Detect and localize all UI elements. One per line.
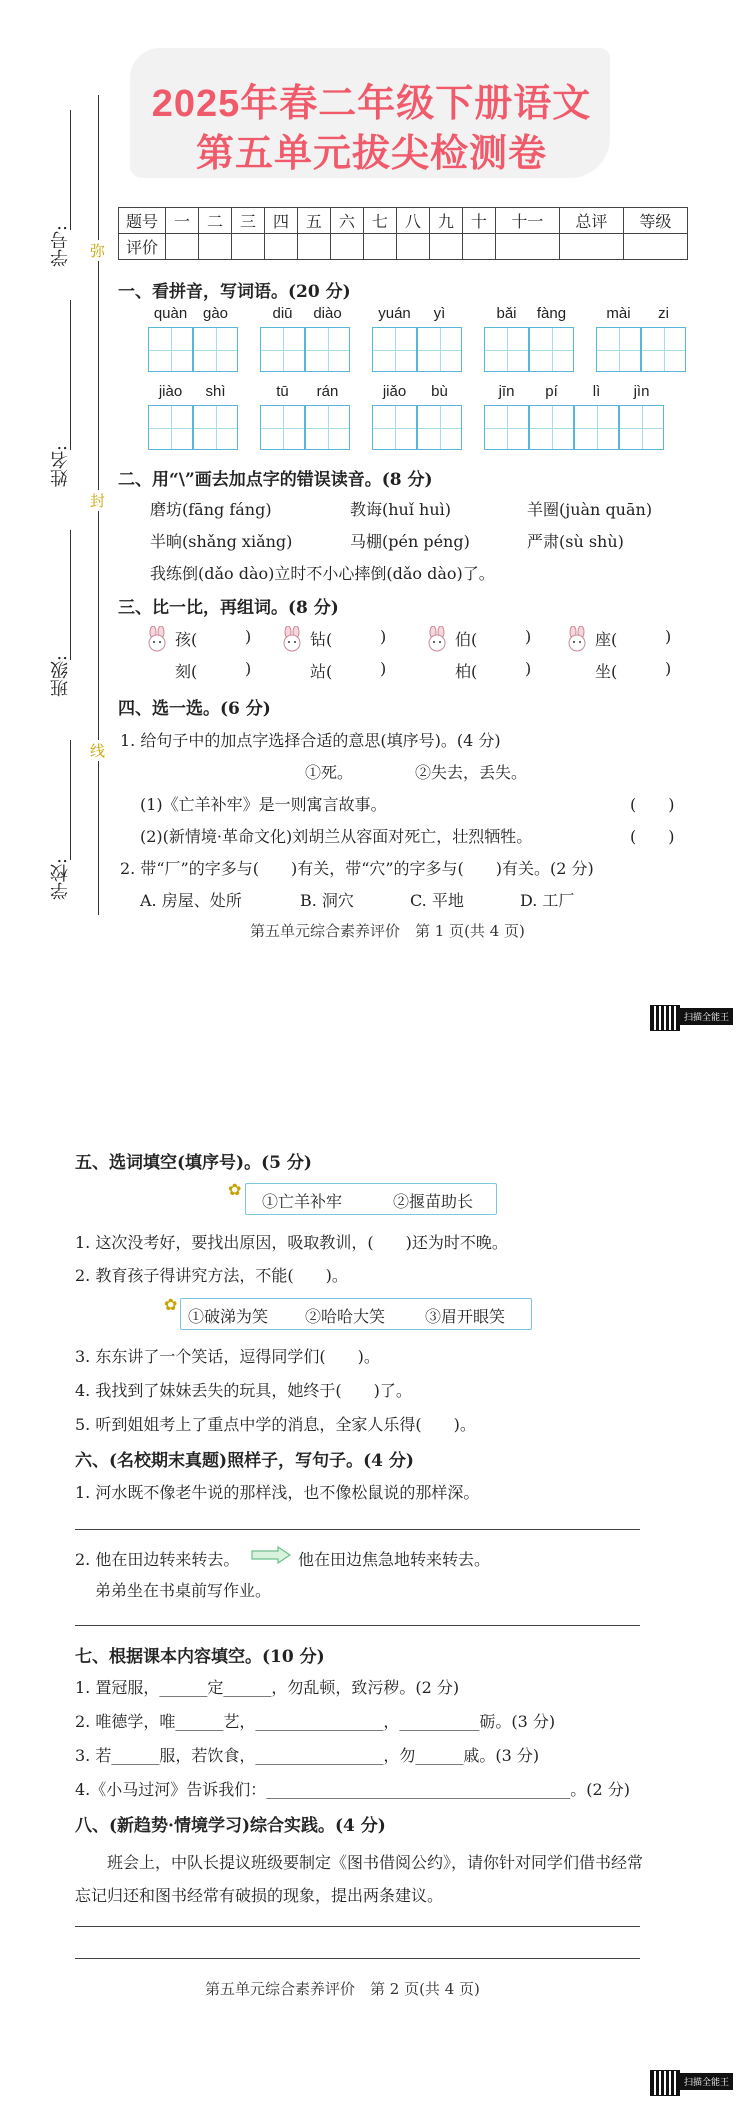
s4-q1: 1. 给句子中的加点字选择合适的意思(填序号)。(4 分)	[120, 731, 501, 750]
watermark-brand: 扫描全能王	[680, 1008, 733, 1025]
s5-word: ②揠苗助长	[393, 1192, 474, 1211]
score-cell: 八	[396, 208, 429, 234]
s2-item: 马棚(pén péng)	[350, 532, 470, 551]
pinyin-label: yì	[433, 305, 446, 322]
pinyin-label: bù	[431, 383, 448, 400]
s4-q1-opt2: ②失去，丢失。	[415, 763, 528, 782]
s4-q2-opt: C. 平地	[410, 891, 464, 910]
xuexiao-line	[70, 740, 71, 860]
compare-answer[interactable]: )	[665, 659, 672, 678]
score-input[interactable]	[559, 234, 623, 260]
s2-item: 磨坊(fāng fáng)	[150, 500, 272, 519]
s7-q4: 4.《小马过河》告诉我们：______________________________________。(2 分)	[75, 1780, 631, 1799]
banji-line	[70, 530, 71, 660]
answer-line[interactable]	[75, 1528, 640, 1530]
pinyin-label: pí	[545, 383, 558, 400]
s4-q1-a: (1)《亡羊补牢》是一则寓言故事。	[140, 795, 387, 814]
bunny-icon	[565, 626, 589, 658]
pinyin-label: jiǎo	[382, 383, 407, 400]
answer-line[interactable]	[75, 1957, 640, 1959]
tianzige-box[interactable]	[260, 405, 305, 450]
s5-heading: 五、选词填空(填序号)。(5 分)	[75, 1153, 312, 1173]
compare-answer[interactable]: )	[245, 627, 252, 646]
tianzige-box[interactable]	[574, 405, 619, 450]
tianzige-box[interactable]	[529, 405, 574, 450]
score-input[interactable]	[462, 234, 495, 260]
s2-line3: 我练倒(dǎo dào)立时不小心摔倒(dǎo dào)了。	[150, 564, 495, 583]
pinyin-label: jìn	[633, 383, 650, 400]
pinyin-label: diào	[313, 305, 342, 322]
bunny-icon	[425, 626, 449, 658]
score-cell: 七	[363, 208, 396, 234]
s6-q2b: 他在田边焦急地转来转去。	[298, 1550, 491, 1569]
tianzige-box[interactable]	[372, 327, 417, 372]
score-header-row	[119, 208, 688, 234]
xingming-line	[70, 300, 71, 450]
tianzige-box[interactable]	[305, 405, 350, 450]
compare-answer[interactable]: )	[380, 659, 387, 678]
score-input[interactable]	[166, 234, 199, 260]
score-input[interactable]	[429, 234, 462, 260]
page-title-line1: 2025年春二年级下册语文	[151, 83, 592, 125]
bunny-icon	[280, 626, 304, 658]
pinyin-label: shì	[205, 383, 226, 400]
compare-char: 刻(	[175, 662, 198, 681]
score-cell: 三	[231, 208, 264, 234]
tianzige-box[interactable]	[417, 327, 462, 372]
s5-q5: 5. 听到姐姐考上了重点中学的消息，全家人乐得( )。	[75, 1415, 476, 1434]
xuehao-line	[70, 110, 71, 230]
page-title-line2: 第五单元拔尖检测卷	[195, 133, 547, 175]
tianzige-box[interactable]	[193, 327, 238, 372]
qr-code-icon	[650, 2070, 680, 2096]
s4-q1-opt1: ①死。	[305, 763, 354, 782]
compare-answer[interactable]: )	[380, 627, 387, 646]
s5-word: ③眉开眼笑	[425, 1307, 506, 1326]
s2-heading: 二、用“\”画去加点字的错误读音。(8 分)	[118, 470, 433, 490]
pinyin-label: tū	[276, 383, 289, 400]
pinyin-label: lì	[592, 383, 601, 400]
tianzige-box[interactable]	[148, 405, 193, 450]
score-eval-label: 评价	[119, 234, 166, 260]
score-cell: 二	[198, 208, 231, 234]
score-input[interactable]	[231, 234, 264, 260]
compare-answer[interactable]: )	[525, 627, 532, 646]
s5-q3: 3. 东东讲了一个笑话，逗得同学们( )。	[75, 1347, 380, 1366]
s6-q2c: 弟弟坐在书桌前写作业。	[95, 1581, 272, 1600]
score-input[interactable]	[264, 234, 297, 260]
watermark-brand: 扫描全能王	[680, 2073, 733, 2090]
s6-heading: 六、(名校期末真题)照样子，写句子。(4 分)	[75, 1451, 414, 1471]
s5-word: ①破涕为笑	[188, 1307, 269, 1326]
score-input[interactable]	[495, 234, 559, 260]
s2-item: 半晌(shǎng xiǎng)	[150, 532, 293, 551]
score-table	[118, 207, 688, 260]
s1-heading: 一、看拼音，写词语。(20 分)	[118, 282, 351, 302]
compare-char: 座(	[595, 630, 618, 649]
score-cell: 总评	[559, 208, 623, 234]
bee-icon: ✿	[228, 1180, 242, 1199]
s5-q1: 1. 这次没考好，要找出原因，吸取教训，( )还为时不晚。	[75, 1233, 508, 1252]
tianzige-box[interactable]	[372, 405, 417, 450]
compare-char: 柏(	[455, 662, 478, 681]
score-input[interactable]	[297, 234, 330, 260]
pinyin-label: jiào	[158, 383, 183, 400]
s5-q4: 4. 我找到了妹妹丢失的玩具，她终于( )了。	[75, 1381, 412, 1400]
bunny-icon	[145, 626, 169, 658]
pinyin-label: bǎi	[496, 305, 517, 322]
seal-xian: 线	[90, 742, 106, 760]
score-cell: 十一	[495, 208, 559, 234]
score-input[interactable]	[330, 234, 363, 260]
pinyin-label: fàng	[536, 305, 567, 322]
qr-code-icon	[650, 1005, 680, 1031]
compare-char: 坐(	[595, 662, 618, 681]
tianzige-box[interactable]	[193, 405, 238, 450]
s7-q2: 2. 唯德学，唯______艺，________________，__________砺。(3 分)	[75, 1712, 556, 1731]
s5-q2: 2. 教育孩子得讲究方法，不能( )。	[75, 1266, 348, 1285]
s7-q3: 3. 若______服，若饮食，________________，勿______戚。(3 分)	[75, 1746, 540, 1765]
tianzige-box[interactable]	[619, 405, 664, 450]
tianzige-box[interactable]	[417, 405, 462, 450]
score-cell: 九	[429, 208, 462, 234]
s6-q1: 1. 河水既不像老牛说的那样浅，也不像松鼠说的那样深。	[75, 1483, 480, 1502]
tianzige-box[interactable]	[484, 327, 529, 372]
tianzige-box[interactable]	[305, 327, 350, 372]
tianzige-box[interactable]	[596, 327, 641, 372]
seal-feng: 封	[90, 492, 106, 510]
score-cell: 一	[166, 208, 199, 234]
pinyin-label: diū	[272, 305, 293, 322]
s4-q1-b-answer[interactable]: ( )	[630, 827, 675, 846]
s4-q2: 2. 带“厂”的字多与( )有关，带“穴”的字多与( )有关。(2 分)	[120, 859, 594, 878]
score-input[interactable]	[198, 234, 231, 260]
label-banji: 班级:	[50, 655, 71, 698]
label-xuexiao: 学校:	[50, 858, 71, 901]
s5-word: ②哈哈大笑	[305, 1307, 386, 1326]
tianzige-box[interactable]	[484, 405, 529, 450]
label-xingming: 姓名:	[50, 445, 71, 488]
s8-paragraph: 班会上，中队长提议班级要制定《图书借阅公约》，请你针对同学们借书经常忘记归还和图书经常有破损的现象，提出两条建议。	[75, 1853, 644, 1905]
score-cell: 等级	[623, 208, 687, 234]
compare-answer[interactable]: )	[245, 659, 252, 678]
compare-char: 伯(	[455, 630, 478, 649]
seal-mi: 弥	[90, 242, 106, 260]
s4-heading: 四、选一选。(6 分)	[118, 699, 271, 719]
s4-q2-opt: A. 房屋、处所	[140, 891, 242, 910]
score-cell: 四	[264, 208, 297, 234]
s7-q1: 1. 置冠服，______定______，勿乱顿，致污秽。(2 分)	[75, 1678, 460, 1697]
pinyin-label: rán	[316, 383, 339, 400]
s7-heading: 七、根据课本内容填空。(10 分)	[75, 1647, 325, 1667]
s4-q2-opt: D. 工厂	[520, 891, 575, 910]
compare-char: 孩(	[175, 630, 198, 649]
answer-line[interactable]	[75, 1624, 640, 1626]
s3-heading: 三、比一比，再组词。(8 分)	[118, 598, 339, 618]
score-cell: 五	[297, 208, 330, 234]
compare-char: 站(	[310, 662, 333, 681]
compare-answer[interactable]: )	[665, 627, 672, 646]
score-input[interactable]	[396, 234, 429, 260]
s5-word: ①亡羊补牢	[262, 1192, 343, 1211]
compare-char: 钻(	[310, 630, 333, 649]
compare-answer[interactable]: )	[525, 659, 532, 678]
footer-page2: 第五单元综合素养评价 第 2 页(共 4 页)	[205, 1980, 480, 1998]
arrow-icon	[250, 1546, 292, 1564]
tianzige-box[interactable]	[529, 327, 574, 372]
pinyin-label: mài	[606, 305, 631, 322]
score-cell: 十	[462, 208, 495, 234]
s6-q2a: 2. 他在田边转来转去。	[75, 1550, 240, 1569]
s8-heading: 八、(新趋势·情境学习)综合实践。(4 分)	[75, 1816, 386, 1836]
pinyin-label: quàn	[153, 305, 188, 322]
score-cell: 六	[330, 208, 363, 234]
pinyin-label: yuán	[378, 305, 411, 322]
s4-q2-opt: B. 洞穴	[300, 891, 354, 910]
s4-q1-a-answer[interactable]: ( )	[630, 795, 675, 814]
s2-item: 羊圈(juàn quān)	[527, 500, 653, 519]
score-input[interactable]	[363, 234, 396, 260]
pinyin-label: gào	[202, 305, 229, 322]
pinyin-label: jīn	[498, 383, 515, 400]
score-input[interactable]	[623, 234, 687, 260]
bee-icon: ✿	[164, 1295, 178, 1314]
s2-item: 严肃(sù shù)	[527, 532, 624, 551]
pinyin-label: zi	[658, 305, 669, 322]
label-xuehao: 学号:	[50, 225, 71, 268]
tianzige-box[interactable]	[641, 327, 686, 372]
tianzige-box[interactable]	[148, 327, 193, 372]
s4-q1-b: (2)(新情境·革命文化)刘胡兰从容面对死亡，壮烈牺牲。	[140, 827, 533, 846]
score-cell: 题号	[119, 208, 166, 234]
answer-line[interactable]	[75, 1925, 640, 1927]
s2-item: 教诲(huǐ huì)	[350, 500, 452, 519]
score-eval-row	[119, 234, 688, 260]
footer-page1: 第五单元综合素养评价 第 1 页(共 4 页)	[250, 922, 525, 940]
tianzige-box[interactable]	[260, 327, 305, 372]
